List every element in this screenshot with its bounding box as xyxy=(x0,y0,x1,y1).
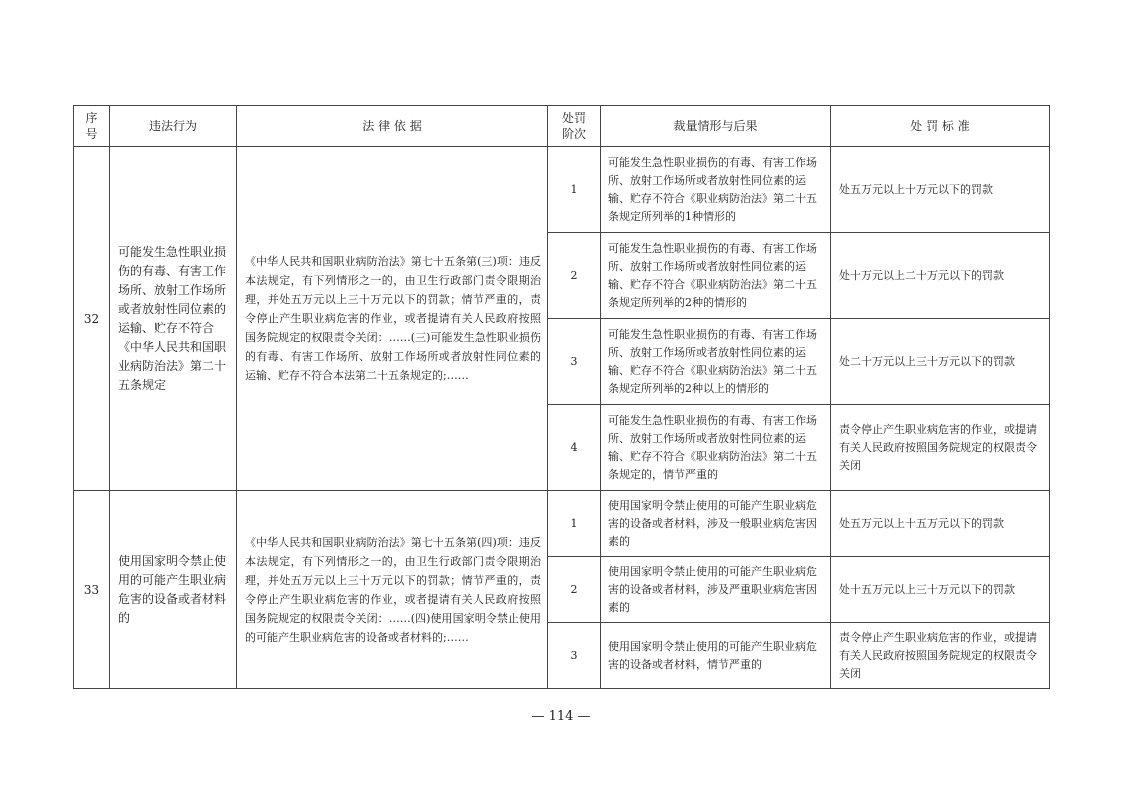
table-row xyxy=(74,147,1050,233)
penalty-level: 3 xyxy=(548,319,601,405)
penalty-standard: 责令停止产生职业病危害的作业，或提请有关人民政府按照国务院规定的权限责令关闭 xyxy=(831,623,1050,689)
penalty-level: 4 xyxy=(548,405,601,491)
situation-text: 可能发生急性职业损伤的有毒、有害工作场所、放射工作场所或者放射性同位素的运输、贮存不符合《职业病防治法》第二十五条规定的，情节严重的 xyxy=(601,405,831,491)
violation-text: 可能发生急性职业损伤的有毒、有害工作场所、放射工作场所或者放射性同位素的运输、贮存不符合《中华人民共和国职业病防治法》第二十五条规定 xyxy=(110,147,237,491)
situation-text: 使用国家明令禁止使用的可能产生职业病危害的设备或者材料，涉及一般职业病危害因素的 xyxy=(601,491,831,557)
penalty-level: 1 xyxy=(548,147,601,233)
situation-text: 可能发生急性职业损伤的有毒、有害工作场所、放射工作场所或者放射性同位素的运输、贮存不符合《职业病防治法》第二十五条规定所列举的2种以上的情形的 xyxy=(601,319,831,405)
penalty-standard: 责令停止产生职业病危害的作业，或提请有关人民政府按照国务院规定的权限责令关闭 xyxy=(831,405,1050,491)
page-number: — 114 — xyxy=(531,709,591,724)
header-act: 违法行为 xyxy=(110,106,237,147)
penalty-standard: 处五万元以上十万元以下的罚款 xyxy=(831,147,1050,233)
situation-text: 可能发生急性职业损伤的有毒、有害工作场所、放射工作场所或者放射性同位素的运输、贮存不符合《职业病防治法》第二十五条规定所列举的1种情形的 xyxy=(601,147,831,233)
violation-text: 使用国家明令禁止使用的可能产生职业病危害的设备或者材料的 xyxy=(110,491,237,689)
penalty-standard: 处十万元以上二十万元以下的罚款 xyxy=(831,233,1050,319)
legal-basis-text: 《中华人民共和国职业病防治法》第七十五条第(四)项：违反本法规定，有下列情形之一的，由卫生行政部门责令限期治理，并处五万元以上三十万元以下的罚款；情节严重的，责令停止产生职业病危害的作业，或者提请有关人民政府按照国务院规定的权限责令关闭：……(四)使用国家明令禁止使用的可能产生职业病危害的设备或者材料的;…… xyxy=(237,491,548,689)
header-law: 法 律 依 据 xyxy=(237,106,548,147)
header-penalty: 处 罚 标 准 xyxy=(831,106,1050,147)
penalty-level: 3 xyxy=(548,623,601,689)
penalty-standard: 处五万元以上十五万元以下的罚款 xyxy=(831,491,1050,557)
situation-text: 使用国家明令禁止使用的可能产生职业病危害的设备或者材料，情节严重的 xyxy=(601,623,831,689)
header-no: 序 号 xyxy=(74,106,110,147)
penalty-table xyxy=(73,105,1050,689)
penalty-standard: 处二十万元以上三十万元以下的罚款 xyxy=(831,319,1050,405)
penalty-level: 2 xyxy=(548,233,601,319)
table-header-row xyxy=(74,106,1050,147)
row-number: 32 xyxy=(74,147,110,491)
legal-basis-text: 《中华人民共和国职业病防治法》第七十五条第(三)项：违反本法规定，有下列情形之一的，由卫生行政部门责令限期治理，并处五万元以上三十万元以下的罚款；情节严重的，责令停止产生职业病危害的作业，或者提请有关人民政府按照国务院规定的权限责令关闭：……(三)可能发生急性职业损伤的有毒、有害工作场所、放射工作场所或者放射性同位素的运输、贮存不符合本法第二十五条规定的;…… xyxy=(237,147,548,491)
header-situation: 裁量情形与后果 xyxy=(601,106,831,147)
situation-text: 可能发生急性职业损伤的有毒、有害工作场所、放射工作场所或者放射性同位素的运输、贮存不符合《职业病防治法》第二十五条规定所列举的2种的情形的 xyxy=(601,233,831,319)
header-level: 处罚 阶次 xyxy=(548,106,601,147)
penalty-standard: 处十五万元以上三十万元以下的罚款 xyxy=(831,557,1050,623)
row-number: 33 xyxy=(74,491,110,689)
situation-text: 使用国家明令禁止使用的可能产生职业病危害的设备或者材料，涉及严重职业病危害因素的 xyxy=(601,557,831,623)
penalty-level: 1 xyxy=(548,491,601,557)
table-row xyxy=(74,491,1050,557)
penalty-level: 2 xyxy=(548,557,601,623)
